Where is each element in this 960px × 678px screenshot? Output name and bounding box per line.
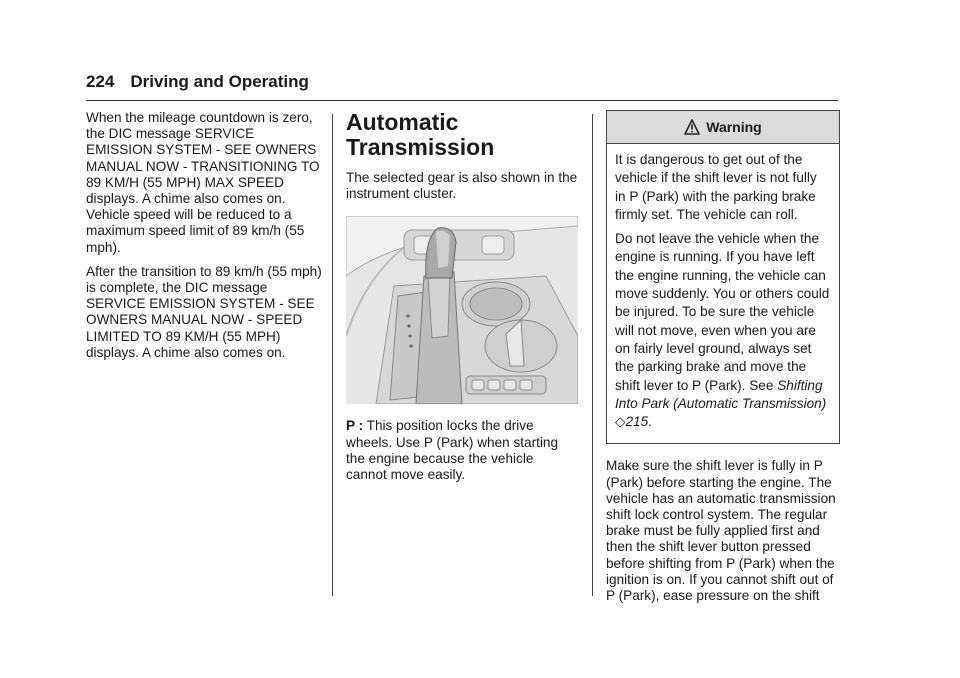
- chapter-title: Driving and Operating: [130, 72, 309, 91]
- paragraph: After the transition to 89 km/h (55 mph) is complete, the DIC message SERVICE EMISSION SYSTEM - SEE OWNERS MANUAL NOW - SPEED LIMITED TO 89 KM/H (55 MPH) displays. A chime also comes on.: [86, 263, 322, 360]
- cross-reference-link[interactable]: Shifting Into Park (Automatic Transmission): [615, 377, 827, 411]
- column-3: [606, 110, 840, 612]
- paragraph: The selected gear is also shown in the instrument cluster.: [346, 170, 578, 202]
- column-2: [346, 110, 578, 491]
- column-divider: [592, 114, 593, 596]
- paragraph: [346, 418, 578, 483]
- gear-description: This position locks the drive wheels. Use P (Park) when starting the engine because the vehicle cannot move easily.: [346, 418, 559, 483]
- page-ref-number[interactable]: 215: [625, 414, 649, 430]
- page-ref-arrow-icon: ◇: [615, 414, 626, 430]
- shift-lever-illustration: [346, 216, 578, 404]
- warning-text: Do not leave the vehicle when the engine is running. If you have left the engine running, the vehicle can move suddenly. You or others could be injured. To be sure the vehicle will not move, even when you are on fairly level ground, always set the parking brake and move the shift lever to P (Park). See: [615, 231, 830, 393]
- warning-box: [606, 110, 840, 444]
- column-divider: [332, 114, 333, 596]
- paragraph: Make sure the shift lever is fully in P (Park) before starting the engine. The vehicle has an automatic transmission shift lock control system. The regular brake must be fully applied first and then the shift lever button pressed before shifting from P (Park) when the ignition is on. If you cannot shift out of P (Park), ease pressure on the shift: [606, 458, 836, 604]
- page-header: [86, 70, 838, 101]
- paragraph: When the mileage countdown is zero, the DIC message SERVICE EMISSION SYSTEM - SEE OWNERS MANUAL NOW - TRANSITIONING TO 89 KM/H (55 MPH) MAX SPEED displays. A chime also comes on. Vehicle speed will be reduced to a maximum speed limit of 89 km/h (55 mph).: [86, 110, 320, 255]
- warning-header: [607, 111, 839, 144]
- warning-triangle-icon: [684, 119, 700, 135]
- shift-lever-drawing: [346, 216, 578, 404]
- punctuation: .: [648, 414, 652, 430]
- page-number: 224: [86, 72, 115, 91]
- warning-title: Warning: [706, 118, 762, 135]
- warning-paragraph: It is dangerous to get out of the vehicle if the shift lever is not fully in P (Park) with the parking brake firmly set. The vehicle can roll.: [615, 152, 817, 222]
- warning-paragraph: [615, 230, 831, 431]
- gear-label: P :: [346, 418, 364, 434]
- section-title: Automatic Transmission: [346, 109, 495, 160]
- warning-body: [607, 144, 839, 443]
- column-1: [86, 110, 322, 369]
